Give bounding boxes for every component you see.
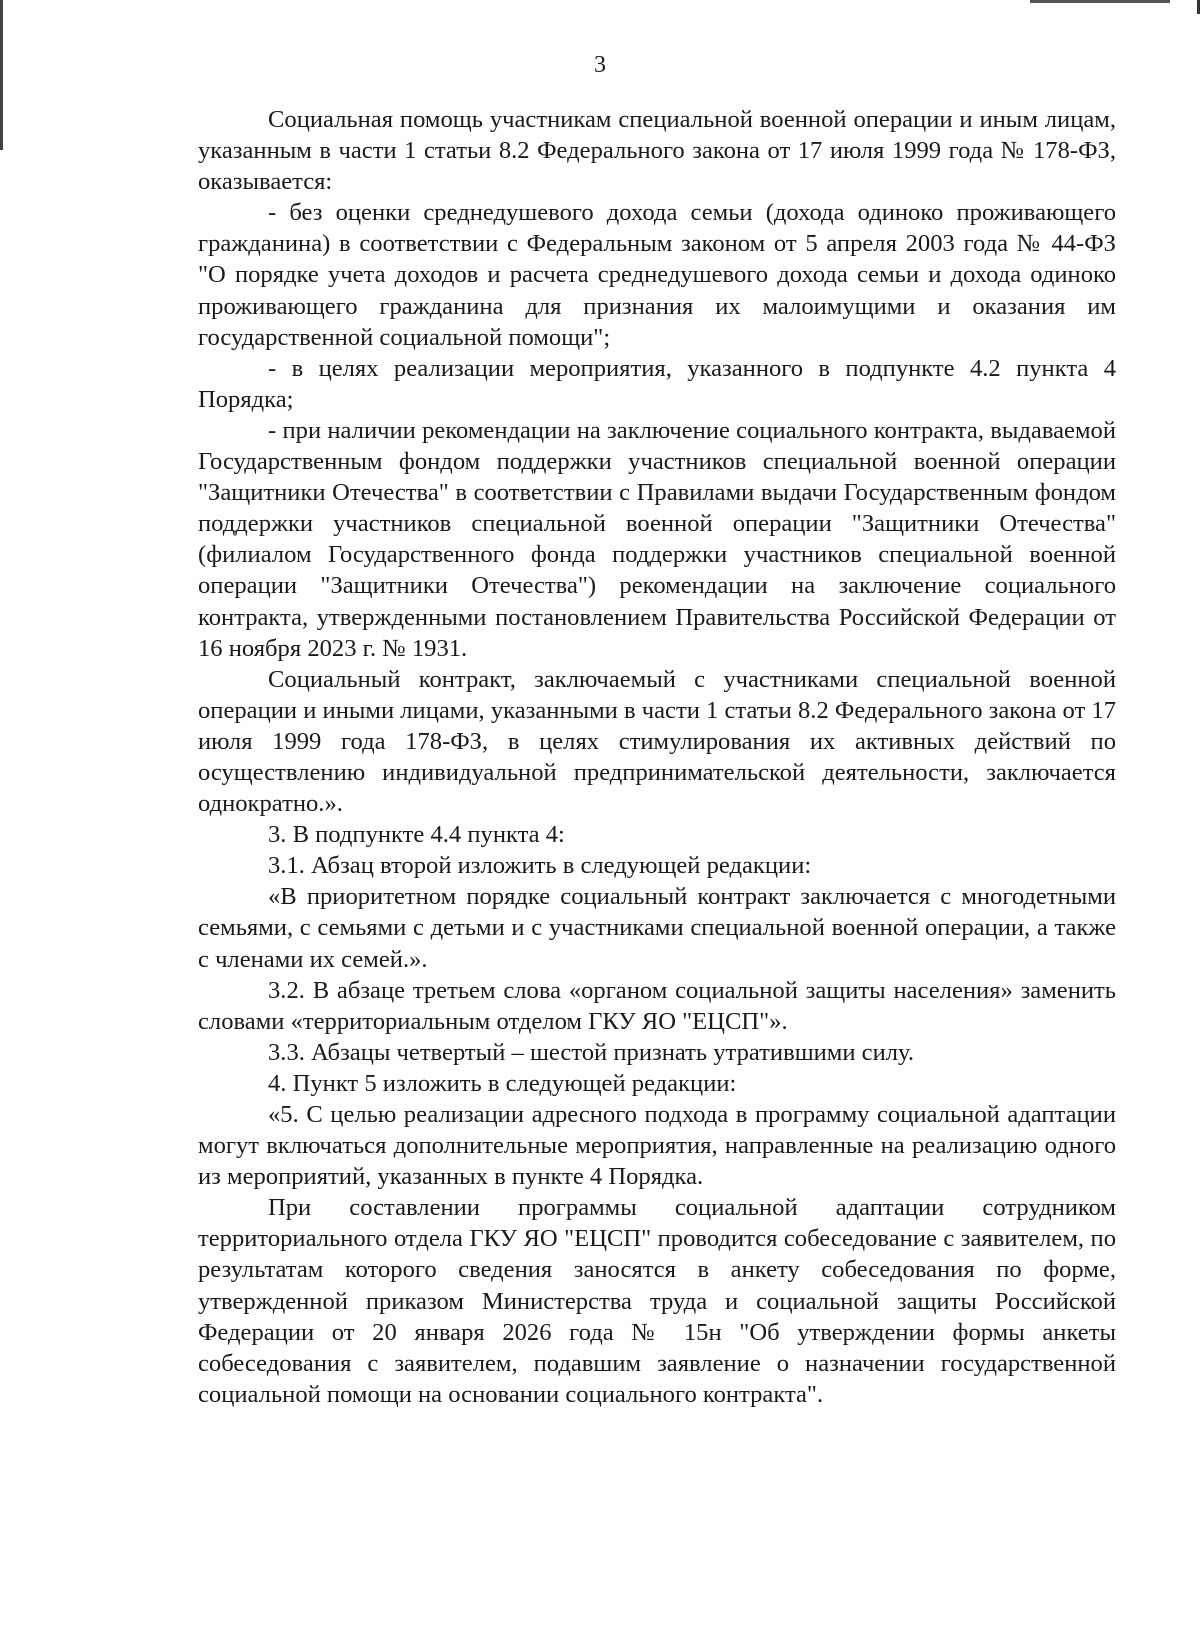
paragraph: При составлении программы социальной адаптации сотрудником территориального отдела ГКУ ЯО "ЕЦСП" проводится собеседование с заявителем, по результатам которого сведения заносятся в анкету собеседования по форме, утвержденной приказом Министерства труда и социальной защиты Российской Федерации от 20 января 2026 года № 15н "Об утверждении формы анкеты собеседования с заявителем, подавшим заявление о назначении государственной социальной помощи на основании социального контракта".	[198, 1194, 1116, 1408]
page-number: 3	[594, 52, 606, 78]
paragraph: - без оценки среднедушевого дохода семьи (дохода одиноко проживающего гражданина) в соответствии с Федеральным законом от 5 апреля 2003 года № 44-ФЗ "О порядке учета доходов и расчета среднедушевого дохода семьи и дохода одиноко проживающего гражданина для признания их малоимущими и оказания им государственной социальной помощи";	[198, 199, 1116, 351]
document-body	[198, 104, 1116, 1410]
paragraph: Социальный контракт, заключаемый с участниками специальной военной операции и иными лицами, указанными в части 1 статьи 8.2 Федерального закона от 17 июля 1999 года 178-ФЗ, в целях стимулирования их активных действий по осуществлению индивидуальной предпринимательской деятельности, заключается однократно.».	[198, 665, 1116, 818]
paragraph: 4. Пункт 5 изложить в следующей редакции:	[268, 1069, 737, 1097]
paragraph: «В приоритетном порядке социальный контракт заключается с многодетными семьями, с семьями с детьми и с участниками специальной военной операции, а также с членами их семей.».	[198, 883, 1116, 973]
paragraph: «5. С целью реализации адресного подхода в программу социальной адаптации могут включаться дополнительные мероприятия, направленные на реализацию одного из мероприятий, указанных в пункте 4 Порядка.	[198, 1101, 1116, 1191]
paragraph: - в целях реализации мероприятия, указанного в подпункте 4.2 пункта 4 Порядка;	[198, 354, 1116, 413]
paragraph: - при наличии рекомендации на заключение социального контракта, выдаваемой Государственным фондом поддержки участников специальной военной операции "Защитники Отечества" в соответствии с Правилами выдачи Государственным фондом поддержки участников специальной военной операции "Защитники Отечества" (филиалом Государственного фонда поддержки участников специальной военной операции "Защитники Отечества") рекомендации на заключение социального контракта, утвержденными постановлением Правительства Российской Федерации от 16 ноября 2023 г. № 1931.	[198, 416, 1116, 662]
scan-edge-mark	[1030, 0, 1170, 3]
paragraph: Социальная помощь участникам специальной военной операции и иным лицам, указанным в части 1 статьи 8.2 Федерального закона от 17 июля 1999 года № 178-ФЗ, оказывается:	[198, 106, 1116, 196]
paragraph: 3. В подпункте 4.4 пункта 4:	[268, 821, 565, 849]
paragraph: 3.2. В абзаце третьем слова «органом социальной защиты населения» заменить словами «территориальным отделом ГКУ ЯО "ЕЦСП"».	[198, 976, 1116, 1035]
paragraph: 3.3. Абзацы четвертый – шестой признать утратившими силу.	[268, 1038, 914, 1066]
paragraph: 3.1. Абзац второй изложить в следующей редакции:	[268, 852, 812, 880]
